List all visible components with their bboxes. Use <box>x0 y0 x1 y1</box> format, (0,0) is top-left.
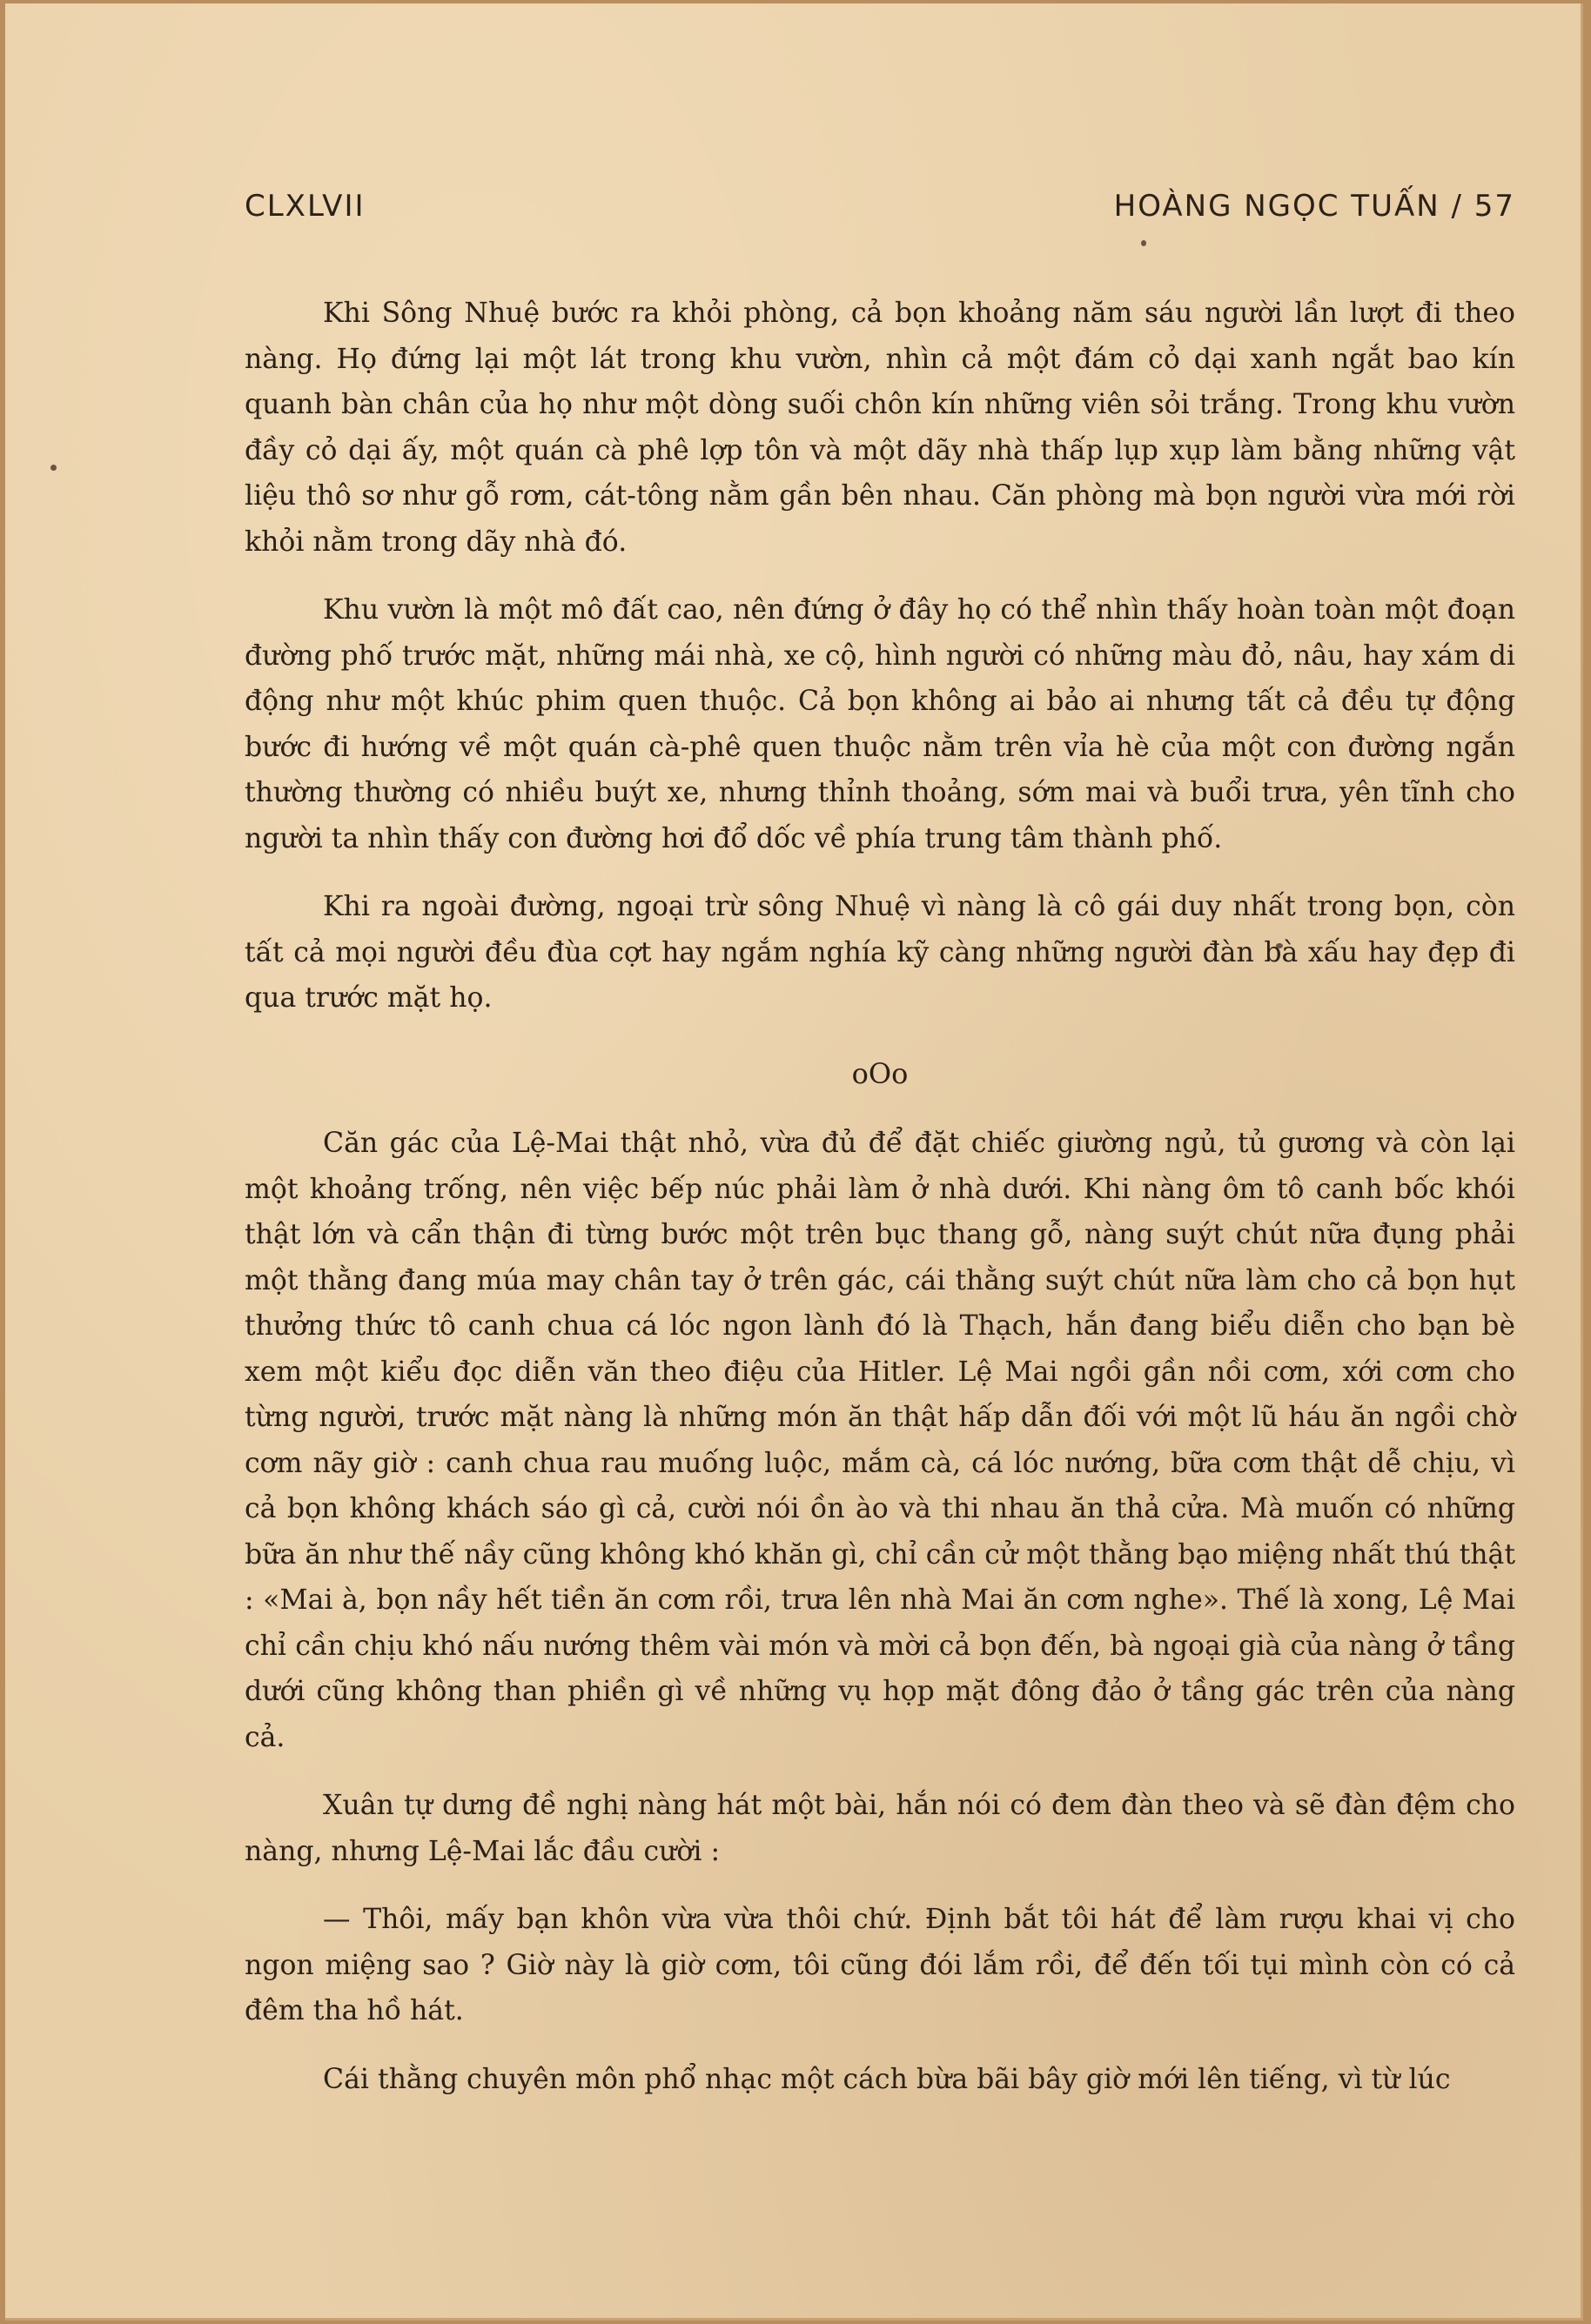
section-numeral: CLXLVII <box>245 189 366 224</box>
author-page-number: HOÀNG NGỌC TUẤN / 57 <box>1113 189 1515 224</box>
paragraph: Khi Sông Nhuệ bước ra khỏi phòng, cả bọn khoảng năm sáu người lần lượt đi theo nàng. Họ đứng lại một lát trong khu vườn, nhìn cả một đám cỏ dại xanh ngắt bao kín quanh bàn chân của họ như một dòng suối chôn kín những viên sỏi trắng. Trong khu vườn đầy cỏ dại ấy, một quán cà phê lợp tôn và một dãy nhà thấp lụp xụp làm bằng những vật liệu thô sơ như gỗ rơm, cát-tông nằm gần bên nhau. Căn phòng mà bọn người vừa mới rời khỏi nằm trong dãy nhà đó. <box>245 298 1515 558</box>
paragraph: Khi ra ngoài đường, ngoại trừ sông Nhuệ vì nàng là cô gái duy nhất trong bọn, còn tất cả mọi người đều đùa cợt hay ngắm nghía kỹ càng những người đàn bà xấu hay đẹp đi qua trước mặt họ. <box>245 891 1515 1014</box>
paragraph: Xuân tự dưng đề nghị nàng hát một bài, hắn nói có đem đàn theo và sẽ đàn đệm cho nàng, nhưng Lệ-Mai lắc đầu cười : <box>245 1790 1515 1867</box>
paper-speck <box>1141 240 1146 246</box>
dialogue-paragraph: — Thôi, mấy bạn khôn vừa vừa thôi chứ. Định bắt tôi hát để làm rượu khai vị cho ngon miệng sao ? Giờ này là giờ cơm, tôi cũng đói lắm rồi, để đến tối tụi mình còn có cả đêm tha hồ hát. <box>245 1904 1515 2026</box>
book-page <box>5 3 1583 2321</box>
paragraph: Căn gác của Lệ-Mai thật nhỏ, vừa đủ để đặt chiếc giường ngủ, tủ gương và còn lại một khoảng trống, nên việc bếp núc phải làm ở nhà dưới. Khi nàng ôm tô canh bốc khói thật lớn và cẩn thận đi từng bước một trên bục thang gỗ, nàng suýt chút nữa đụng phải một thằng đang múa may chân tay ở trên gác, cái thằng suýt chút nữa làm cho cả bọn hụt thưởng thức tô canh chua cá lóc ngon lành đó là Thạch, hắn đang biểu diễn cho bạn bè xem một kiểu đọc diễn văn theo điệu của Hitler. Lệ Mai ngồi gần nồi cơm, xới cơm cho từng người, trước mặt nàng là những món ăn thật hấp dẫn đối với một lũ háu ăn ngồi chờ cơm nãy giờ : canh chua rau muống luộc, mắm cà, cá lóc nướng, bữa cơm thật dễ chịu, vì cả bọn không khách sáo gì cả, cười nói ồn ào và thi nhau ăn thả cửa. Mà muốn có những bữa ăn như thế nầy cũng không khó khăn gì, chỉ cần cử một thằng bạo miệng nhất thú thật : «Mai à, bọn nầy hết tiền ăn cơm rồi, trưa lên nhà Mai ăn cơm nghe». Thế là xong, Lệ Mai chỉ cần chịu khó nấu nướng thêm vài món và mời cả bọn đến, bà ngoại già của nàng ở tầng dưới cũng không than phiền gì về những vụ họp mặt đông đảo ở tầng gác trên của nàng cả. <box>245 1128 1515 1753</box>
section-divider: oOo <box>851 1056 909 1090</box>
paper-speck <box>50 465 57 471</box>
running-header <box>245 189 1515 232</box>
body-text <box>245 291 1515 2125</box>
paragraph: Cái thằng chuyên môn phổ nhạc một cách bừa bãi bây giờ mới lên tiếng, vì từ lúc <box>323 2063 1451 2095</box>
paragraph: Khu vườn là một mô đất cao, nên đứng ở đây họ có thể nhìn thấy hoàn toàn một đoạn đường phố trước mặt, những mái nhà, xe cộ, hình người có những màu đỏ, nâu, hay xám di động như một khúc phim quen thuộc. Cả bọn không ai bảo ai nhưng tất cả đều tự động bước đi hướng về một quán cà-phê quen thuộc nằm trên vỉa hè của một con đường ngắn thường thường có nhiều buýt xe, nhưng thỉnh thoảng, sớm mai và buổi trưa, yên tĩnh cho người ta nhìn thấy con đường hơi đổ dốc về phía trung tâm thành phố. <box>245 594 1515 854</box>
